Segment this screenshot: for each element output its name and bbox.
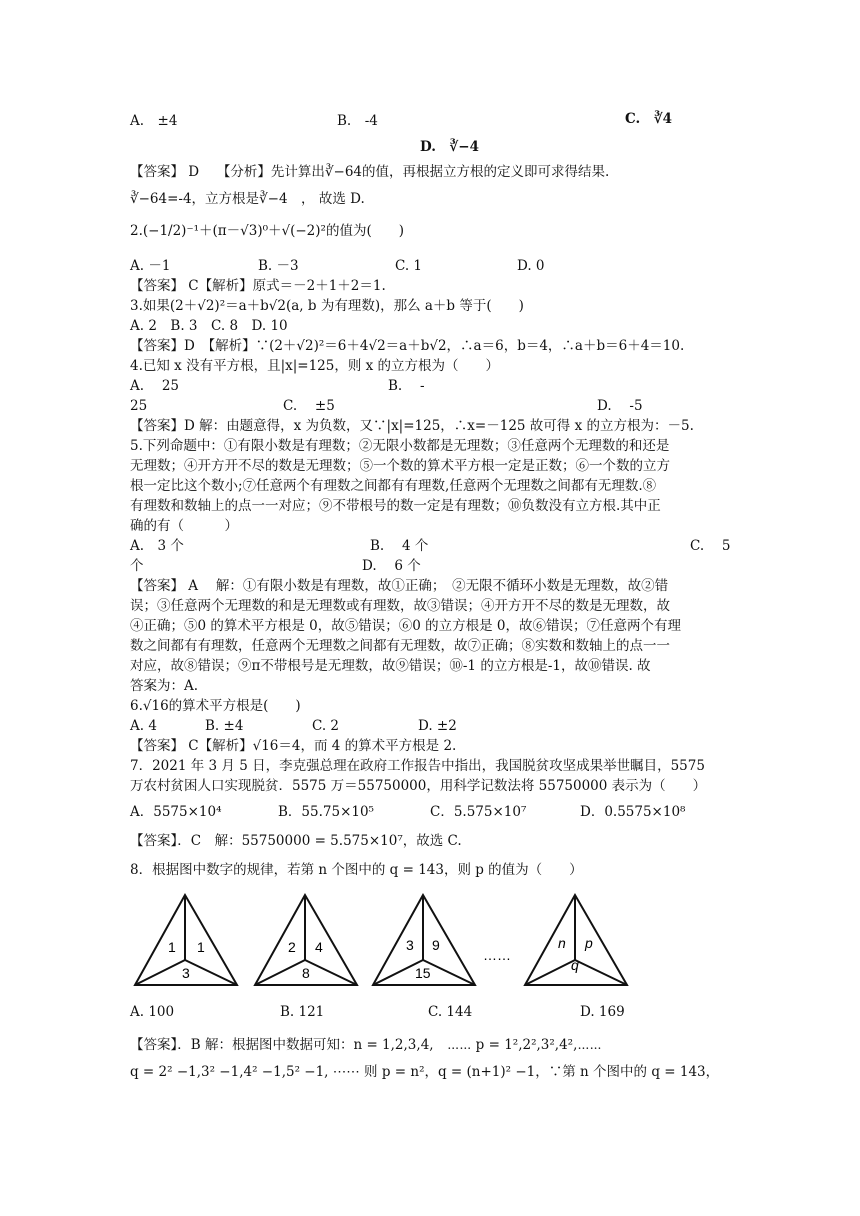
q2-option-a: A. －1 xyxy=(130,258,171,274)
triangle-4-bottom-label: q xyxy=(571,957,579,973)
triangle-3-left-number: 3 xyxy=(406,937,414,953)
q4-option-b-cont: 25 xyxy=(130,398,148,414)
q6-option-b: B. ±4 xyxy=(205,718,244,734)
q6-option-c: C. 2 xyxy=(312,718,340,734)
q6-stem: 6.√16的算术平方根是( ) xyxy=(130,698,301,714)
q7-option-c: C．5.575×10⁷ xyxy=(430,804,527,820)
q8-option-d: D. 169 xyxy=(580,1004,625,1020)
q1-option-b: B. -4 xyxy=(337,113,378,129)
triangle-3-right-number: 9 xyxy=(432,937,440,953)
q5-answer-2: 误；③任意两个无理数的和是无理数或有理数，故③错误；④开方开不尽的数是无理数，故 xyxy=(130,598,670,614)
q5-answer-4: 数之间都有有理数，任意两个无理数之间都有无理数，故⑦正确；⑧实数和数轴上的点一一 xyxy=(130,638,670,654)
q4-stem: 4.已知 x 没有平方根，且|x|=125，则 x 的立方根为（ ） xyxy=(130,358,500,374)
q7-option-a: A．5575×10⁴ xyxy=(130,804,222,820)
q7-answer: 【答案】．C 解：55750000 = 5.575×10⁷，故选 C. xyxy=(130,833,462,849)
triangle-4-left-label: n xyxy=(558,935,566,951)
q5-stem-3: 根一定比这个数小;⑦任意两个有理数之间都有有理数,任意两个无理数之间都有无理数.⑧ xyxy=(130,478,657,494)
q6-option-a: A. 4 xyxy=(130,718,157,734)
q3-options: A. 2 B. 3 C. 8 D. 10 xyxy=(130,318,288,334)
q8-answer-2: q = 2² −1,3² −1,4² −1,5² −1, ⋯⋯ 则 p = n²，q = (n+1)² −1，∵第 n 个图中的 q = 143， xyxy=(130,1064,720,1080)
q5-option-c-cont: 个 xyxy=(130,558,144,574)
triangle-2-right-number: 4 xyxy=(315,939,323,955)
triangle-pattern-figure xyxy=(130,890,750,1000)
triangle-2-left-number: 2 xyxy=(288,939,296,955)
q5-stem-4: 有理数和数轴上的点一一对应；⑨不带根号的数一定是有理数；⑩负数没有立方根.其中正 xyxy=(130,498,661,514)
q1-explanation: ∛−64=-4，立方根是∛−4 ， 故选 D. xyxy=(130,191,365,207)
q1-option-d: D. ∛−4 xyxy=(420,139,480,155)
q1-answer: 【答案】 D 【分析】先计算出∛−64的值，再根据立方根的定义即可求得结果. xyxy=(130,164,610,180)
q7-option-b: B．55.75×10⁵ xyxy=(278,804,374,820)
q5-option-d: D. 6 个 xyxy=(362,558,421,574)
q4-option-b: B. - xyxy=(388,378,425,394)
q7-stem-1: 7．2021 年 3 月 5 日，李克强总理在政府工作报告中指出，我国脱贫攻坚成果举世瞩目，5575 xyxy=(130,758,705,774)
q2-option-c: C. 1 xyxy=(395,258,423,274)
triangle-1-bottom-number: 3 xyxy=(182,965,190,981)
q5-stem-1: 5.下列命题中：①有限小数是有理数；②无限小数都是无理数；③任意两个无理数的和还是 xyxy=(130,438,670,454)
q5-option-c: C. 5 xyxy=(690,538,731,554)
q5-answer-1: 【答案】 A 解：①有限小数是有理数，故①正确； ②无限不循环小数是无理数，故②错 xyxy=(130,578,669,594)
q6-answer: 【答案】 C【解析】√16＝4，而 4 的算术平方根是 2. xyxy=(130,738,457,754)
q4-option-d: D. -5 xyxy=(597,398,643,414)
triangle-3-bottom-number: 15 xyxy=(415,965,431,981)
triangle-1-right-number: 1 xyxy=(197,939,205,955)
q5-option-a: A. 3 个 xyxy=(130,538,184,554)
triangle-2-bottom-number: 8 xyxy=(302,965,310,981)
q7-stem-2: 万农村贫困人口实现脱贫．5575 万＝55750000，用科学记数法将 55750000 表示为（ ） xyxy=(130,778,707,794)
q5-option-b: B. 4 个 xyxy=(370,538,429,554)
q5-stem-5: 确的有（ ） xyxy=(130,518,238,534)
q1-option-c: C. ∛4 xyxy=(625,111,672,127)
q8-option-c: C. 144 xyxy=(428,1004,473,1020)
q5-stem-2: 无理数；④开方开不尽的数是无理数；⑤一个数的算术平方根一定是正数；⑥一个数的立方 xyxy=(130,458,670,474)
q2-option-b: B. －3 xyxy=(258,258,299,274)
q5-answer-3: ④正确；⑤0 的算术平方根是 0，故⑤错误；⑥0 的立方根是 0，故⑥错误；⑦任意两个有理 xyxy=(130,618,682,634)
q4-option-a: A. 25 xyxy=(130,378,180,394)
triangle-4-right-label: p xyxy=(585,935,593,951)
q5-answer-6: 答案为：A. xyxy=(130,678,199,694)
q3-stem: 3.如果(2＋√2)²＝a＋b√2(a, b 为有理数)，那么 a＋b 等于( ) xyxy=(130,298,524,314)
q8-option-b: B. 121 xyxy=(280,1004,325,1020)
q1-option-a: A. ±4 xyxy=(130,113,178,129)
q6-option-d: D. ±2 xyxy=(418,718,457,734)
q7-option-d: D．0.5575×10⁸ xyxy=(580,804,686,820)
q8-stem: 8．根据图中数字的规律，若第 n 个图中的 q = 143，则 p 的值为（ ） xyxy=(130,862,583,878)
q5-answer-5: 对应，故⑧错误；⑨π不带根号是无理数，故⑨错误；⑩-1 的立方根是-1，故⑩错误. 故 xyxy=(130,658,651,674)
q2-stem: 2.(−1/2)⁻¹＋(π－√3)⁰＋√(−2)²的值为( ) xyxy=(130,223,404,239)
q2-answer: 【答案】 C【解析】原式＝－2＋1＋2＝1. xyxy=(130,278,386,294)
q4-option-c: C. ±5 xyxy=(283,398,335,414)
q8-option-a: A. 100 xyxy=(130,1004,175,1020)
q8-answer-1: 【答案】．B 解：根据图中数据可知：n = 1,2,3,4, ⋯⋯ p = 1²,2²,3²,4²,⋯⋯ xyxy=(130,1037,602,1053)
q2-option-d: D. 0 xyxy=(517,258,545,274)
ellipsis-dots: …… xyxy=(483,947,511,963)
q4-answer: 【答案】D 解：由题意得，x 为负数，又∵|x|=125，∴x=－125 故可得 x 的立方根为：－5. xyxy=(130,418,694,434)
triangle-1-left-number: 1 xyxy=(168,939,176,955)
q3-answer: 【答案】D 【解析】∵(2＋√2)²＝6＋4√2＝a＋b√2，∴a＝6，b＝4，∴a＋b＝6＋4＝10. xyxy=(130,338,685,354)
